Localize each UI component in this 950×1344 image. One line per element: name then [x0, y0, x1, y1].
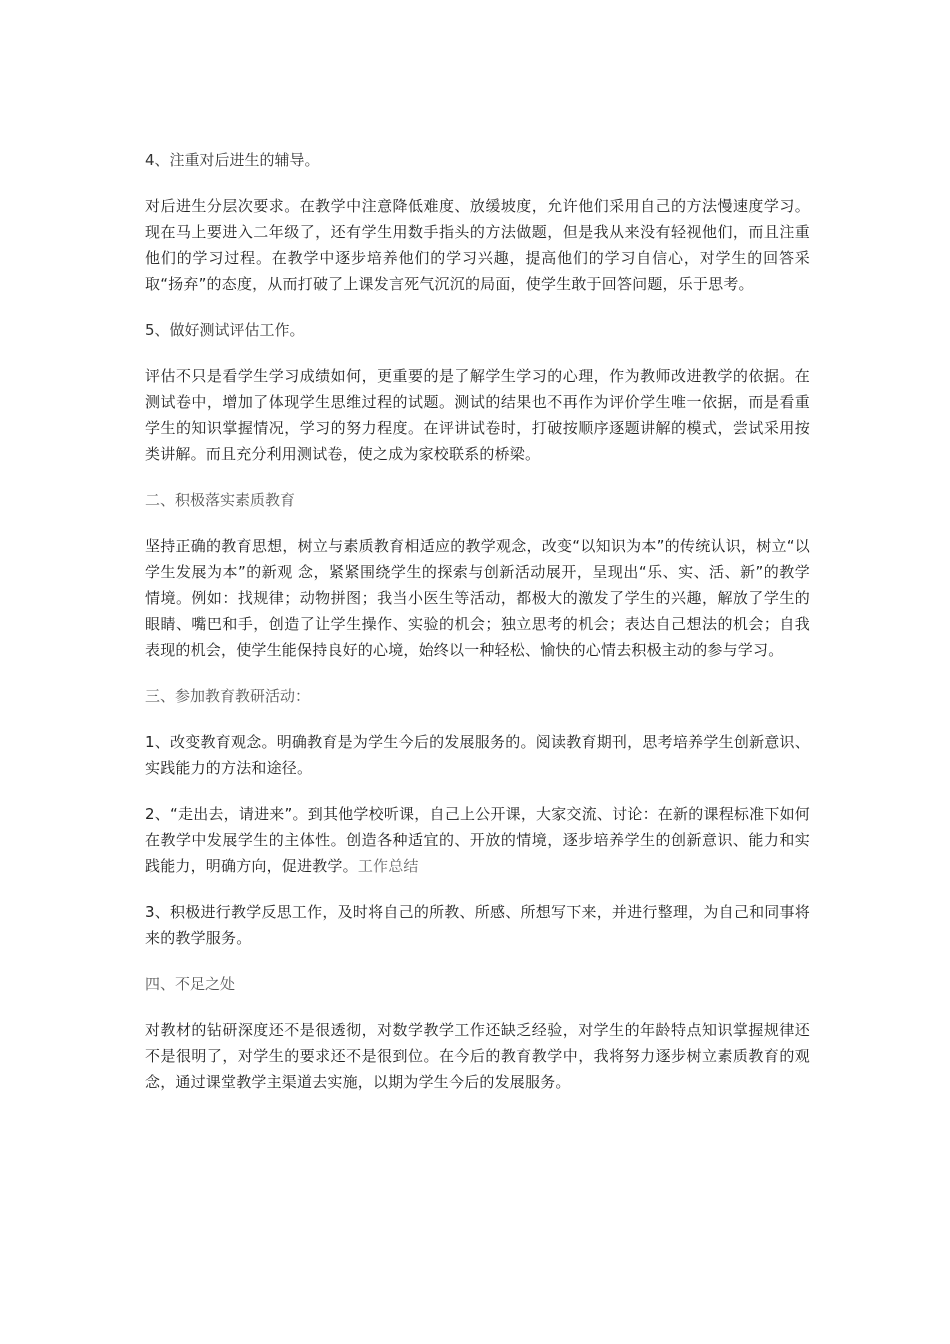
section-3-item-2 — [145, 801, 810, 879]
item-4-paragraph: 对后进生分层次要求。在教学中注意降低难度、放缓坡度，允许他们采用自己的方法慢速度学习。现在马上要进入二年级了，还有学生用数手指头的方法做题，但是我从来没有轻视他们，而且注重他们的学习过程。在教学中逐步培养他们的学习兴趣，提高他们的学习自信心，对学生的回答采取“扬弃”的态度，从而打破了上课发言死气沉沉的局面，使学生敢于回答问题，乐于思考。 — [145, 197, 810, 293]
section-3-heading: 三、参加教育教研活动： — [145, 687, 311, 705]
item-5-paragraph: 评估不只是看学生学习成绩如何，更重要的是了解学生学习的心理，作为教师改进教学的依据。在测试卷中，增加了体现学生思维过程的试题。测试的结果也不再作为评价学生唯一依据，而是看重学生的知识掌握情况，学习的努力程度。在评讲试卷时，打破按顺序逐题讲解的模式，尝试采用按类讲解。而且充分利用测试卷，使之成为家校联系的桥梁。 — [145, 367, 810, 463]
section-2-paragraph: 坚持正确的教育思想，树立与素质教育相适应的教学观念，改变“以知识为本”的传统认识，树立“以学生发展为本”的新观 念，紧紧围绕学生的探索与创新活动展开，呈现出“乐、实、活、新”的教学情境。例如：找规律；动物拼图；我当小医生等活动，都极大的激发了学生的兴趣，解放了学生的眼睛、嘴巴和手，创造了让学生操作、实验的机会；独立思考的机会；表达自己想法的机会；自我表现的机会，使学生能保持良好的心境，始终以一种轻松、愉快的心情去积极主动的参与学习。 — [145, 537, 810, 659]
section-3-item-2-text: 2、“走出去，请进来”。到其他学校听课，自己上公开课，大家交流、讨论：在新的课程标准下如何在教学中发展学生的主体性。创造各种适宜的、开放的情境，逐步培养学生的创新意识、能力和实践能力，明确方向，促进教学。 — [145, 805, 810, 875]
section-3-item-1: 1、改变教育观念。明确教育是为学生今后的发展服务的。阅读教育期刊，思考培养学生创新意识、实践能力的方法和途径。 — [145, 733, 810, 777]
document-body — [145, 147, 810, 1115]
section-2-heading: 二、积极落实素质教育 — [145, 491, 296, 509]
work-summary-link[interactable]: 工作总结 — [357, 857, 419, 875]
section-4-paragraph: 对教材的钻研深度还不是很透彻，对数学教学工作还缺乏经验，对学生的年龄特点知识掌握规律还不是很明了，对学生的要求还不是很到位。在今后的教育教学中，我将努力逐步树立素质教育的观念，通过课堂教学主渠道去实施，以期为学生今后的发展服务。 — [145, 1021, 810, 1091]
section-4-heading: 四、不足之处 — [145, 975, 236, 993]
section-3-item-3: 3、积极进行教学反思工作，及时将自己的所教、所感、所想写下来，并进行整理，为自己和同事将来的教学服务。 — [145, 903, 810, 947]
item-5-heading: 5、做好测试评估工作。 — [145, 321, 305, 339]
item-4-heading: 4、注重对后进生的辅导。 — [145, 151, 320, 169]
